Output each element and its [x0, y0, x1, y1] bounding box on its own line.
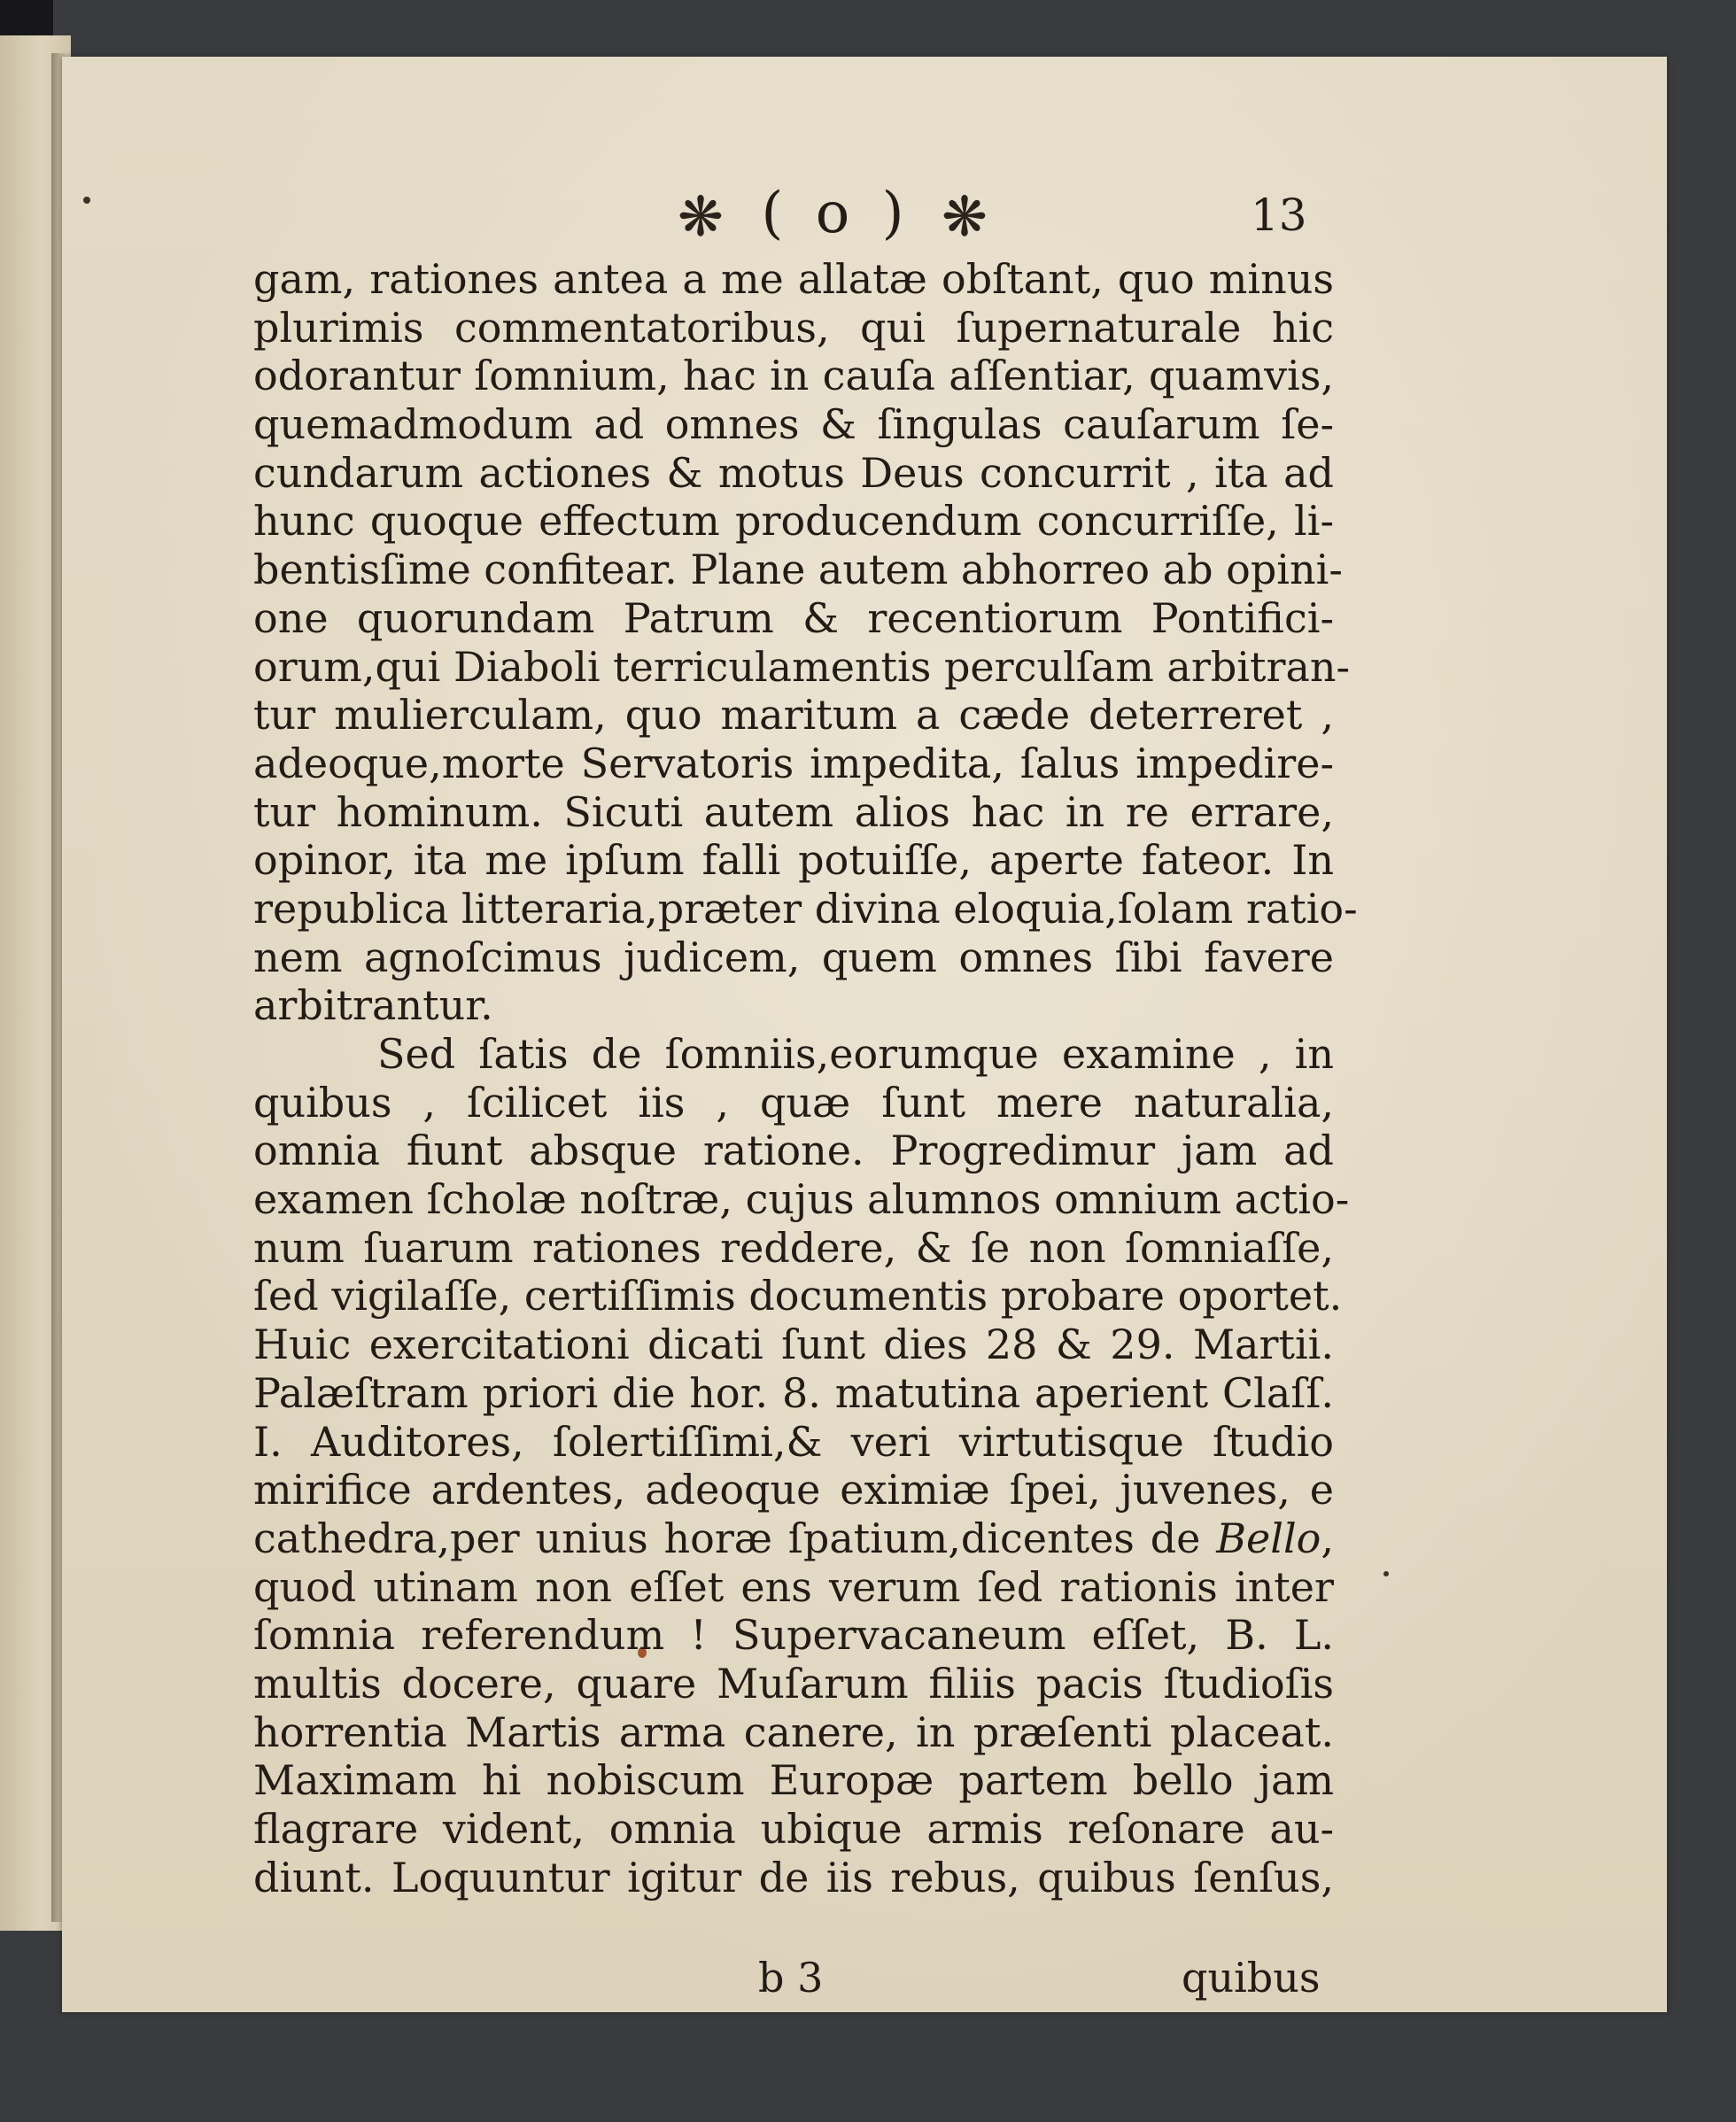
- text-line: Sed ſatis de ſomniis,eorumque examine , in: [377, 1030, 1334, 1078]
- text-line: Huic exercitationi dicati ſunt dies 28 & 29. Martii.: [253, 1320, 1334, 1369]
- text-line: quod utinam non eſſet ens verum ſed rationis inter: [253, 1562, 1334, 1611]
- text-line: quemadmodum ad omnes & ſingulas cauſarum ſe-: [253, 400, 1334, 449]
- text-line: opinor, ita me ipſum falli potuiſſe, aperte fateor. In: [253, 836, 1334, 885]
- text-line: Maximam hi nobiscum Europæ partem bello jam: [253, 1756, 1334, 1805]
- text-line: multis docere, quare Muſarum filiis pacis ſtudioſis: [253, 1659, 1334, 1708]
- text-line: I. Auditores, ſolertiſſimi,& veri virtutisque ſtudio: [253, 1417, 1334, 1466]
- catchword: quibus: [1182, 1954, 1321, 2002]
- text-line: diunt. Loquuntur igitur de iis rebus, quibus ſenſus,: [253, 1853, 1334, 1901]
- text-line: mirifice ardentes, adeoque eximiæ ſpei, juvenes, e: [253, 1466, 1334, 1514]
- text-line: hunc quoque effectum producendum concurriſſe, li-: [253, 497, 1334, 546]
- text-line: plurimis commentatoribus, qui ſupernaturale hic: [253, 303, 1334, 352]
- page-number: 13: [1251, 190, 1307, 241]
- text-line: bentisſime confitear. Plane autem abhorreo ab opini-: [253, 546, 1343, 594]
- text-line: omnia fiunt absque ratione. Progredimur jam ad: [253, 1127, 1334, 1175]
- text-line: orum,qui Diaboli terriculamentis perculſam arbitran-: [253, 642, 1351, 691]
- text-line: nem agnoſcimus judicem, quem omnes ſibi favere: [253, 933, 1334, 981]
- text-line: ſed vigilaſſe, certiſſimis documentis probare oportet.: [253, 1272, 1343, 1320]
- text-line: num ſuarum rationes reddere, & ſe non ſomniaſſe,: [253, 1223, 1334, 1272]
- ink-speck: [1383, 1571, 1389, 1576]
- text-line: arbitrantur.: [253, 981, 493, 1030]
- text-line: Palæſtram priori die hor. 8. matutina aperient Claſſ.: [253, 1368, 1334, 1417]
- text-line: ſomnia referendum ! Supervacaneum eſſet, B. L.: [253, 1611, 1334, 1660]
- flower-ornament-icon: ❋: [942, 184, 988, 249]
- text-line: republica litteraria,præter divina eloquia,ſolam ratio-: [253, 884, 1358, 933]
- text-line: adeoque,morte Servatoris impedita, ſalus impedire-: [253, 739, 1334, 787]
- ink-speck: [83, 197, 90, 204]
- running-head: ( o ): [761, 181, 911, 246]
- text-line: odorantur ſomnium, hac in cauſa aſſentiar, quamvis,: [253, 352, 1334, 400]
- signature-mark: b 3: [758, 1954, 824, 2002]
- text-line: tur hominum. Sicuti autem alios hac in re errare,: [253, 787, 1334, 836]
- text-line: gam, rationes antea a me allatæ obſtant, quo minus: [253, 255, 1334, 303]
- flower-ornament-icon: ❋: [678, 184, 724, 249]
- text-line: cundarum actiones & motus Deus concurrit , ita ad: [253, 448, 1334, 497]
- text-line: flagrare vident, omnia ubique armis reſonare au-: [253, 1805, 1334, 1853]
- body-text: [253, 255, 1358, 1901]
- text-line: tur mulierculam, quo maritum a cæde deterreret ,: [253, 691, 1334, 740]
- text-line: examen ſcholæ noſtræ, cujus alumnos omnium actio-: [253, 1175, 1350, 1224]
- text-line: one quorundam Patrum & recentiorum Pontifici-: [253, 593, 1334, 642]
- text-line: quibus , ſcilicet iis , quæ ſunt mere naturalia,: [253, 1078, 1334, 1127]
- text-line: cathedra,per unius horæ ſpatium,dicentes de Bello,: [253, 1514, 1334, 1562]
- text-line: horrentia Martis arma canere, in præſenti placeat.: [253, 1708, 1334, 1756]
